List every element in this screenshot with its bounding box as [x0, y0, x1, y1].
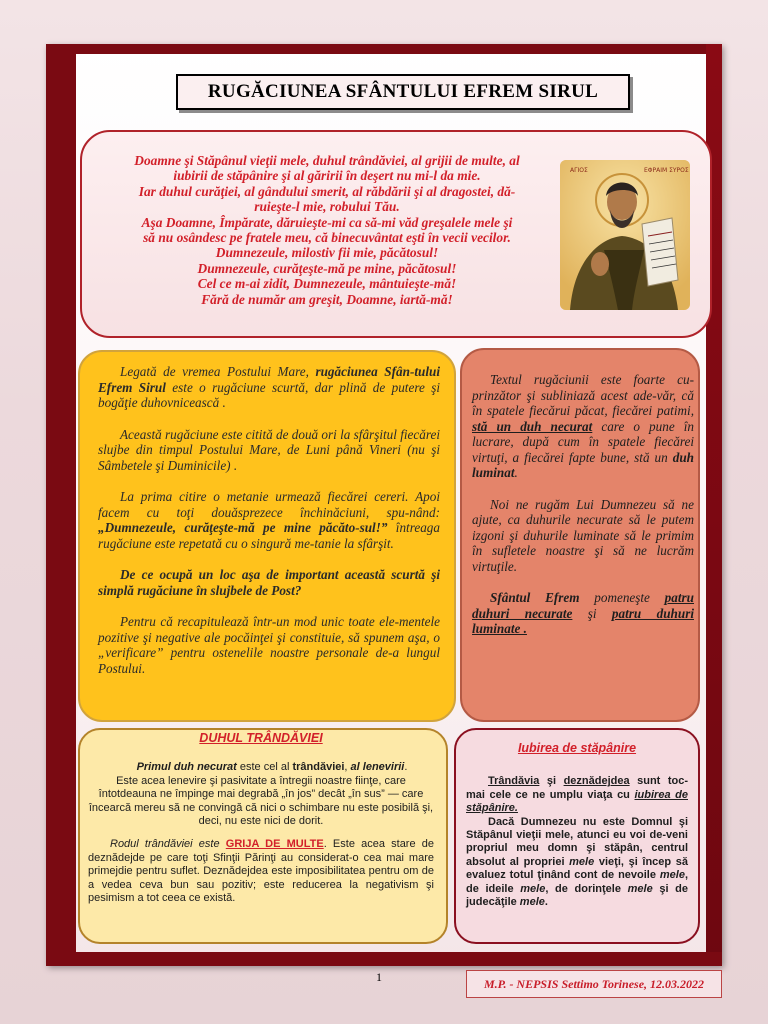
prayer-line: Fără de număr am greşit, Doamne, iartă-mă!: [201, 291, 453, 307]
footer-credit: M.P. - NEPSIS Settimo Torinese, 12.03.2022: [466, 970, 722, 998]
saint-icon-image: [560, 160, 690, 310]
prayer-line: ruieşte-l mie, robului Tău.: [254, 199, 400, 215]
right-paragraph-3: Sfântul Efrem pomeneşte patru duhuri necurate şi patru duhuri luminate .: [472, 590, 694, 636]
left-info-text: [98, 364, 440, 692]
power-paragraph-1: Trândăvia şi deznădejdea sunt toc-mai cele ce ne umplu viaţa cu iubirea de stăpânire.: [466, 775, 688, 815]
bottom-border-bar: [46, 952, 722, 966]
prayer-line: să nu osândesc pe fratele meu, că binecuvântat eşti în vecii vecilor.: [143, 230, 511, 246]
love-of-power-text: [466, 742, 688, 909]
saint-icon-illustration: [560, 160, 690, 310]
icon-label-left: ΑΓΙΟΣ: [570, 167, 588, 174]
left-paragraph-1: Legată de vremea Postului Mare, rugăciunea Sfân-tului Efrem Sirul este o rugăciune scurtă, dar plină de putere şi bogăţie duhovnicească .: [98, 364, 440, 410]
prayer-line: Cel ce m-ai zidit, Dumnezeule, mântuieşte-mă!: [197, 276, 457, 292]
prayer-line: Aşa Doamne, Împărate, dăruieşte-mi ca să-mi văd greşalele mele şi: [141, 214, 513, 230]
sloth-paragraph-2: Rodul trândăviei este GRIJA DE MULTE. Este acea stare de deznădejde pe care toţi Sfinţii Părinţi au considerat-o cea mai mare primejdie pentru suflet. Deznădejdea este imposibilitatea pentru om de a vedea ceva bun sau pozitiv; este reducerea la negativism şi pesimism a tot ceea ce există.: [88, 838, 435, 905]
power-paragraph-2: Dacă Dumnezeu nu este Domnul şi Stăpânul vieţii mele, atunci eu voi de-veni propriul meu domn şi stăpân, centrul absolut al propriei mele vieţi, şi încep să evaluez totul ţinând cont de nevoile mele, de ideile mele, de dorinţele mele şi de judecăţile mele.: [466, 815, 689, 909]
right-paragraph-2: Noi ne rugăm Lui Dumnezeu să ne ajute, ca duhurile necurate să le putem izgoni şi duhurile luminate să le primim în sufletele noastre şi să ne lucrăm virtuţile.: [472, 496, 694, 574]
prayer-line: Dumnezeule, milostiv fii mie, păcătosul!: [215, 245, 439, 261]
icon-label-right: ΕΦΡΑΙΜ ΣΥΡΟΣ: [644, 167, 689, 174]
prayer-line: Iar duhul curăţiei, al gândului smerit, al răbdării şi al dragostei, dă-: [138, 183, 516, 199]
right-info-text: [472, 372, 694, 653]
sloth-spirit-heading: DUHUL TRÂNDĂVIEI: [199, 731, 323, 745]
right-paragraph-1: Textul rugăciunii este foarte cu-prinzător şi subliniază acest ade-văr, că în spatele fiecărui păcat, fiecărei patimi, stă un duh necurat care o pune în lucrare, după cum în spatele fiecărei virtuţi, a fiecărei fapte bune, stă un duh luminat.: [472, 372, 694, 480]
page-number: 1: [376, 970, 382, 984]
prayer-text: [100, 153, 554, 307]
left-border-bar: [46, 44, 76, 966]
left-paragraph-4-question: De ce ocupă un loc aşa de important această scurtă şi simplă rugăciune în slujbele de Post?: [98, 567, 440, 598]
page-title: RUGĂCIUNEA SFÂNTULUI EFREM SIRUL: [176, 74, 630, 110]
prayer-line: Doamne şi Stăpânul vieţii mele, duhul trândăviei, al grijii de multe, al: [134, 153, 520, 168]
prayer-line: Dumnezeule, curăţeşte-mă pe mine, păcătosul!: [197, 260, 457, 276]
left-paragraph-5: Pentru că recapitulează într-un mod unic toate ele-mentele pozitive şi negative ale pocăinţei şi constituie, să spunem aşa, o „verificare” pentru ostenelile noastre personale de-a lungul Postului.: [98, 614, 440, 676]
left-paragraph-2: Această rugăciune este citită de două ori la sfârşitul fiecărei slujbe din timpul Postului Mare, de Luni până Vineri (nu şi Sâmbetele şi Duminicile) .: [98, 426, 440, 473]
love-of-power-heading: Iubirea de stăpânire: [517, 741, 637, 755]
prayer-line: iubirii de stăpânire şi al găririi în deşert nu mi-l da mie.: [173, 168, 481, 184]
left-paragraph-3: La prima citire o metanie urmează fiecărei cereri. Apoi facem cu toţi douăsprezece închinăciuni, spu-nând: „Dumnezeule, curăţeşte-mă pe mine păcăto-sul!” întreaga rugăciune este repetată cu o singură me-tanie la sfârşit.: [98, 489, 440, 551]
top-border-bar: [76, 44, 722, 54]
sloth-spirit-text: [88, 730, 434, 915]
sloth-paragraph-1: Primul duh necurat este cel al trândăviei, al lenevirii. Este acea lenevire şi pasivitate a întregii noastre fiinţe, care întotdeauna ne împinge mai degrabă „în jos” decât „în sus” — care încearcă mereu să ne convingă că nici o schimbare nu este posibilă şi, deci, nu este nici de dorit.: [88, 761, 434, 828]
